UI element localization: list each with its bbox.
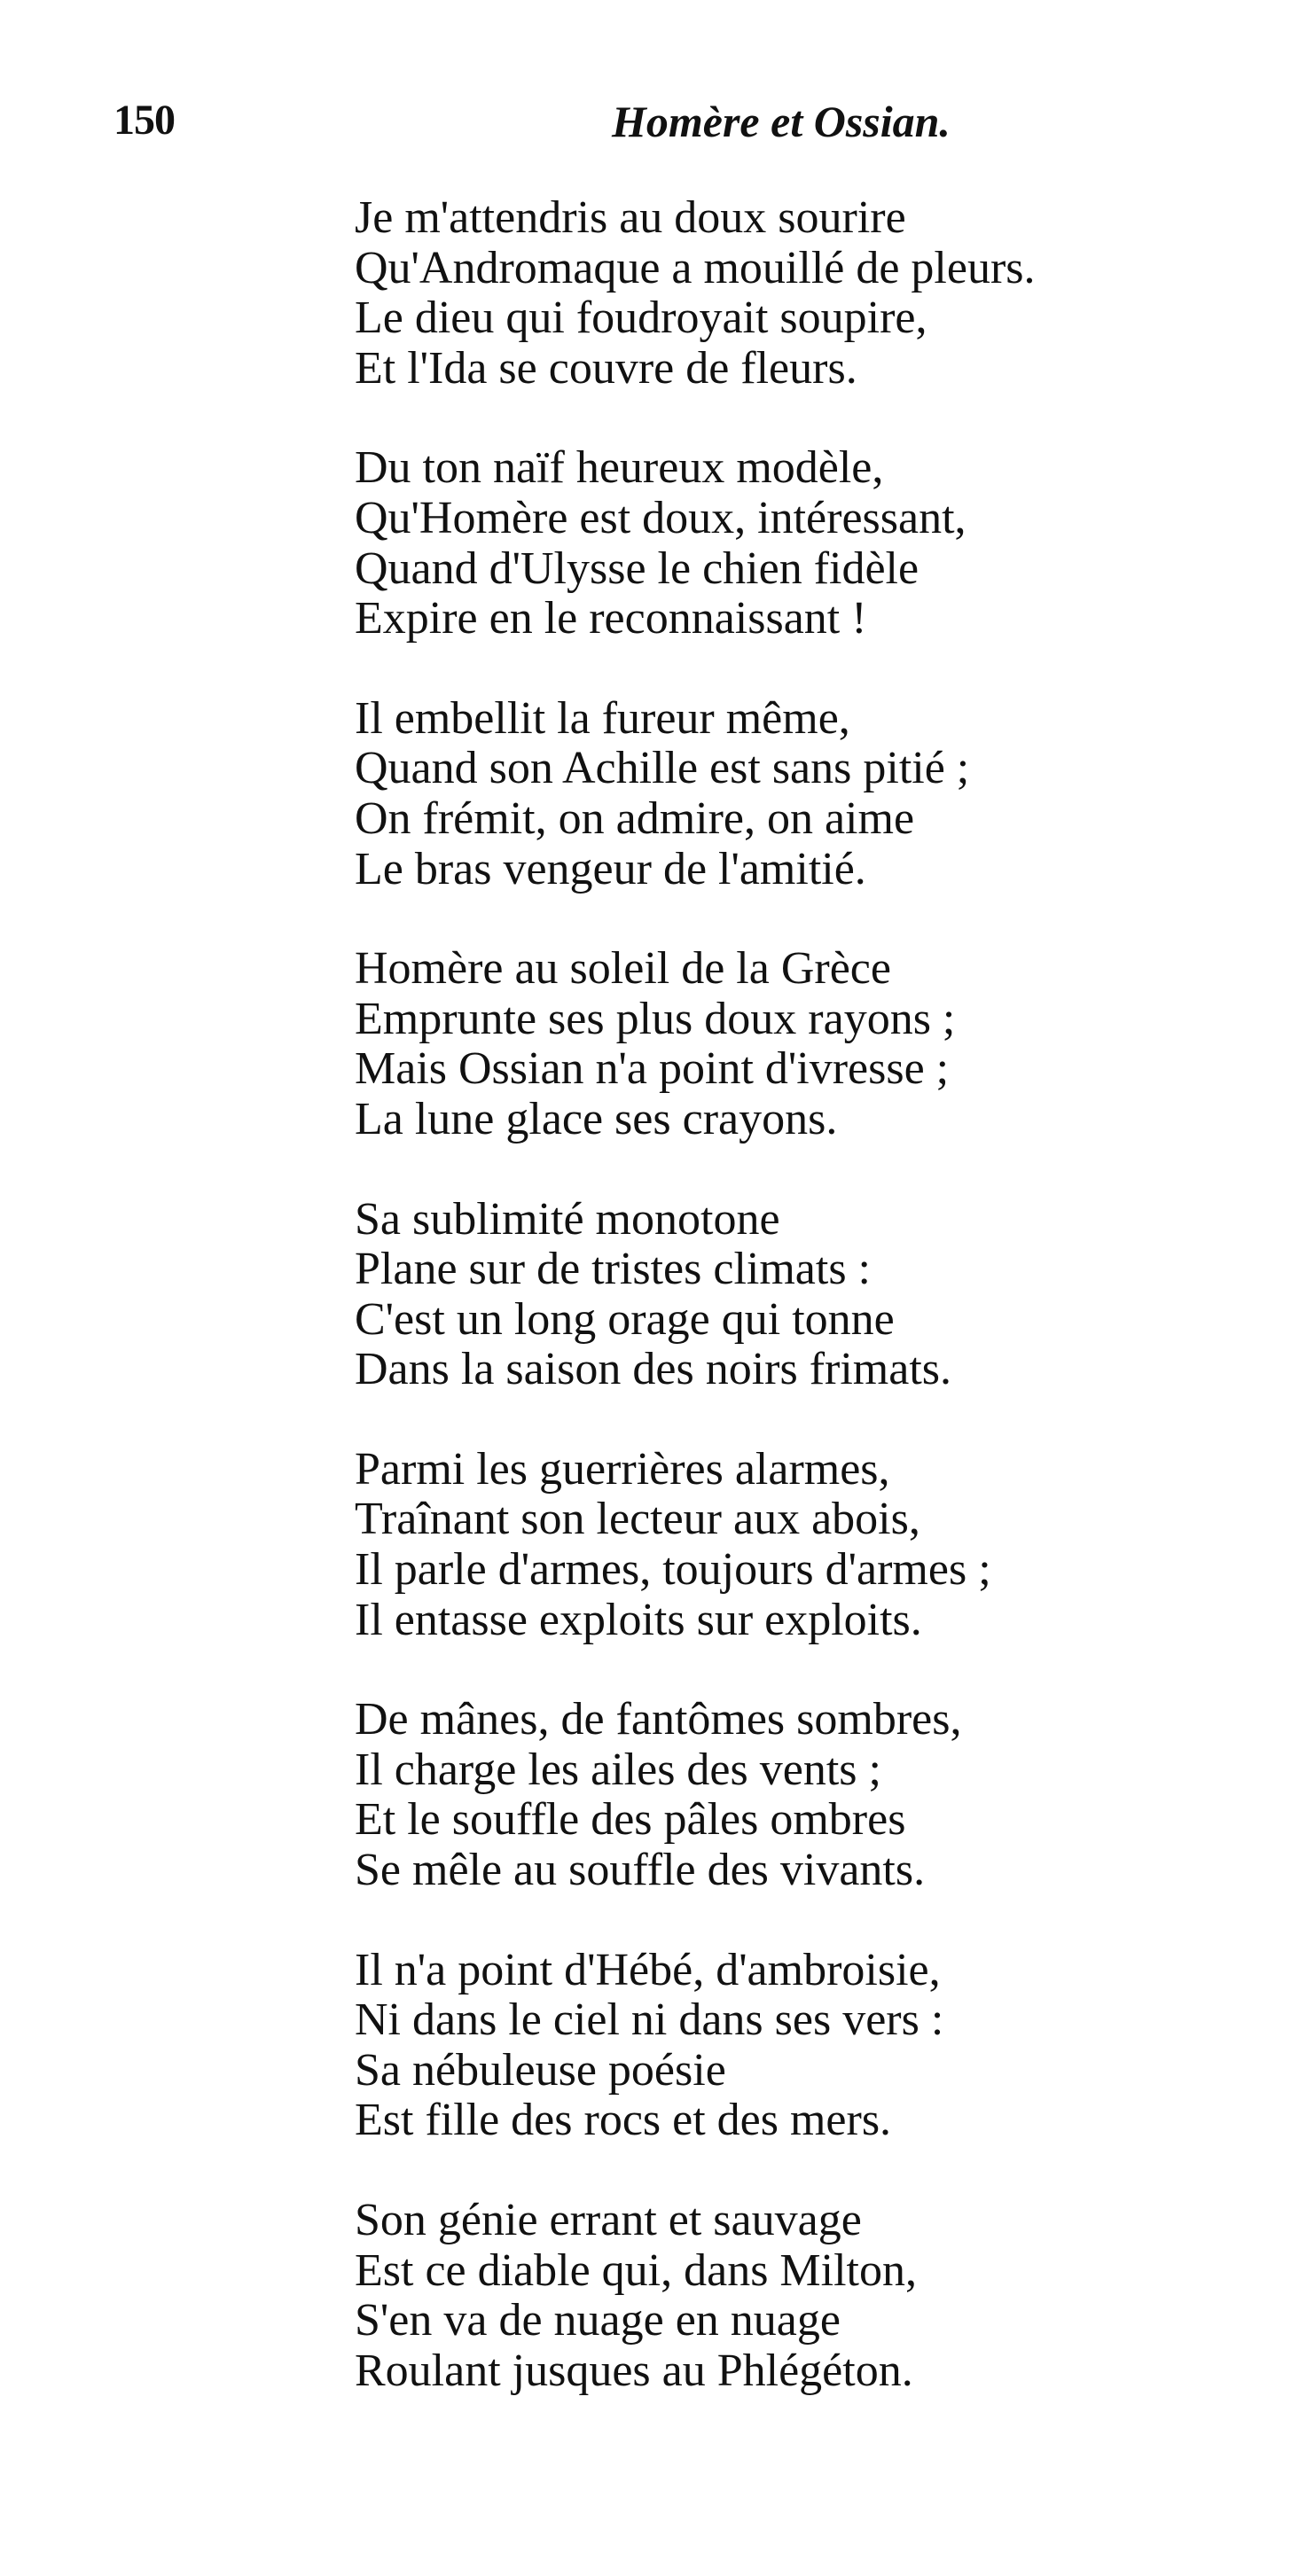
verse-line: La lune glace ses crayons. [355, 1093, 838, 1144]
verse-line: Dans la saison des noirs frimats. [355, 1344, 952, 1395]
page-number: 150 [113, 97, 175, 144]
verse-line: Est ce diable qui, dans Milton, [355, 2244, 918, 2296]
stanza [355, 1445, 1241, 1645]
poem [355, 193, 1241, 2446]
verse-line: Traînant son lecteur aux abois, [355, 1494, 920, 1545]
verse-line: Sa sublimité monotone [355, 1193, 780, 1245]
verse-line: Quand son Achille est sans pitié ; [355, 743, 970, 794]
verse-line: Je m'attendris au doux sourire [355, 192, 906, 243]
verse-line: Il n'a point d'Hébé, d'ambroisie, [355, 1944, 941, 1995]
verse-line: On frémit, on admire, on aime [355, 792, 915, 844]
running-title: Homère et Ossian. [612, 97, 951, 146]
verse-line: Il embellit la fureur même, [355, 692, 850, 744]
verse-line: Quand d'Ulysse le chien fidèle [355, 543, 919, 594]
stanza [355, 1195, 1241, 1395]
verse-line: Plane sur de tristes climats : [355, 1244, 872, 1295]
stanza [355, 694, 1241, 894]
verse-line: Se mêle au souffle des vivants. [355, 1845, 926, 1896]
verse-line: Son génie errant et sauvage [355, 2195, 862, 2245]
verse-line: De mânes, de fantômes sombres, [355, 1694, 962, 1745]
verse-line: Il charge les ailes des vents ; [355, 1744, 881, 1795]
verse-line: Ni dans le ciel ni dans ses vers : [355, 1994, 944, 2046]
verse-line: Il parle d'armes, toujours d'armes ; [355, 1544, 991, 1596]
verse-line: Roulant jusques au Phlégéton. [355, 2345, 913, 2396]
stanza [355, 1695, 1241, 1895]
verse-line: C'est un long orage qui tonne [355, 1293, 895, 1345]
verse-line: Et le souffle des pâles ombres [355, 1794, 906, 1846]
stanza [355, 1946, 1241, 2146]
stanza [355, 193, 1241, 394]
verse-line: Homère au soleil de la Grèce [355, 943, 891, 995]
verse-line: Qu'Homère est doux, intéressant, [355, 492, 966, 543]
verse-line: Expire en le reconnaissant ! [355, 593, 867, 644]
verse-line: Le dieu qui foudroyait soupire, [355, 293, 927, 344]
stanza [355, 944, 1241, 1144]
verse-line: Parmi les guerrières alarmes, [355, 1443, 890, 1495]
verse-line: Emprunte ses plus doux rayons ; [355, 993, 956, 1044]
stanza [355, 443, 1241, 644]
verse-line: Et l'Ida se couvre de fleurs. [355, 342, 857, 394]
verse-line: S'en va de nuage en nuage [355, 2295, 841, 2346]
verse-line: Du ton naïf heureux modèle, [355, 442, 884, 494]
verse-line: Le bras vengeur de l'amitié. [355, 843, 866, 894]
verse-line: Qu'Andromaque a mouillé de pleurs. [355, 242, 1036, 293]
verse-line: Mais Ossian n'a point d'ivresse ; [355, 1043, 950, 1095]
verse-line: Sa nébuleuse poésie [355, 2044, 726, 2096]
verse-line: Il entasse exploits sur exploits. [355, 1594, 922, 1645]
stanza [355, 2196, 1241, 2396]
verse-line: Est fille des rocs et des mers. [355, 2095, 892, 2146]
